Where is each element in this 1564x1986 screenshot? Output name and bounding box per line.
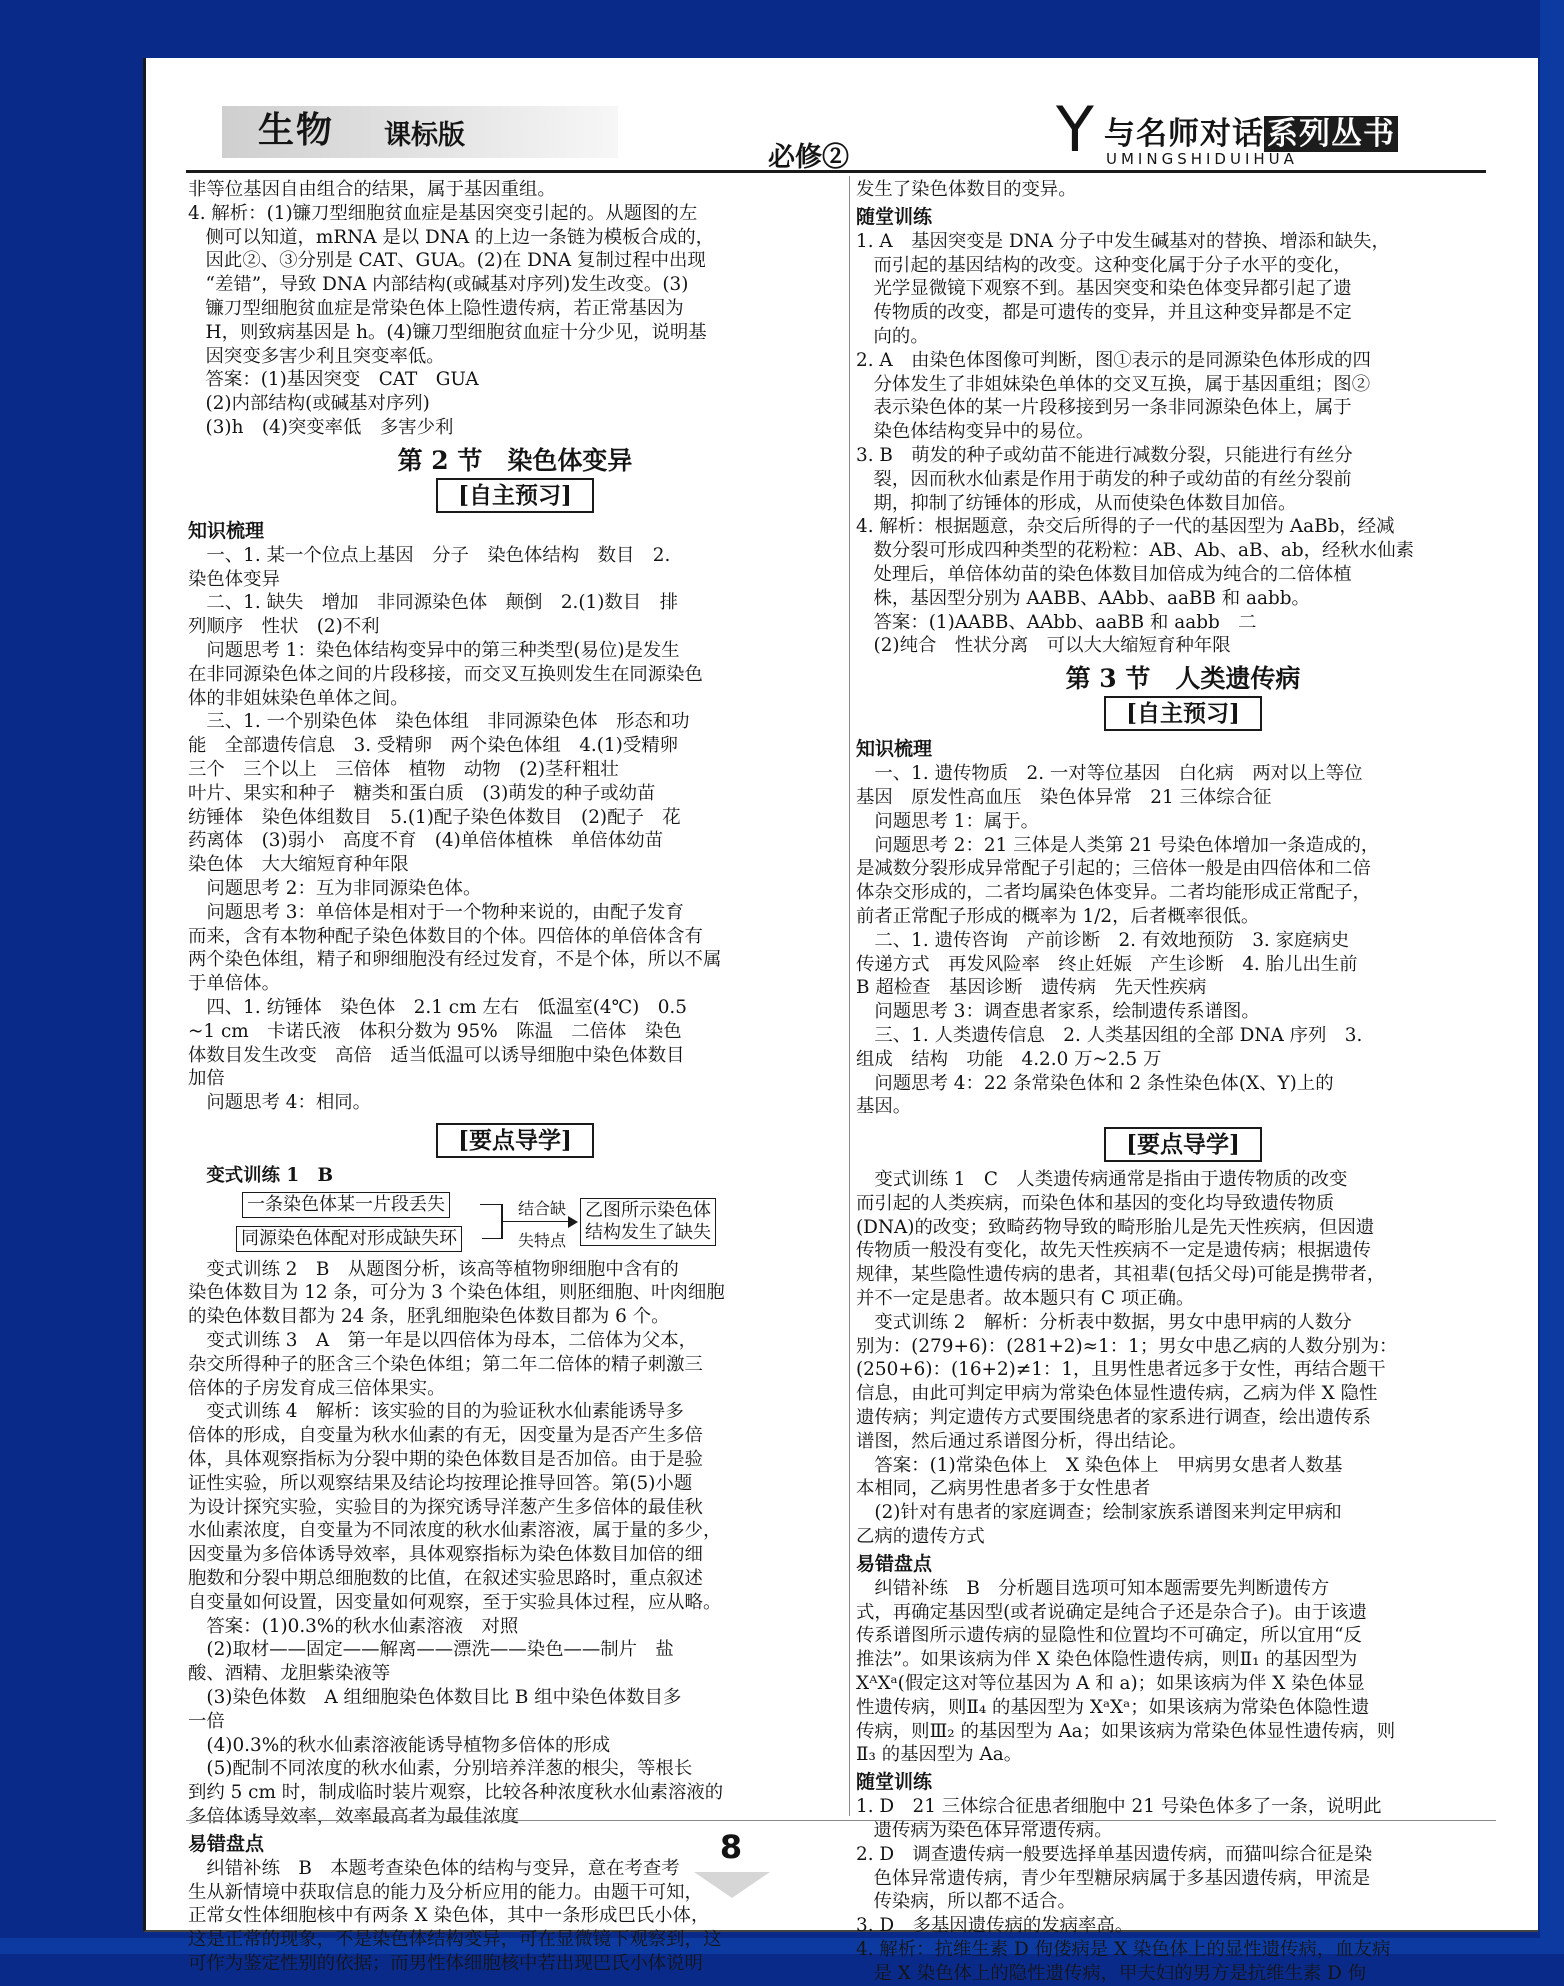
text-line: 可作为鉴定性别的依据；而男性体细胞核中若出现巴氏小体说明 xyxy=(188,1953,703,1974)
practice-heading-2: 随堂训练 xyxy=(856,1771,933,1794)
text-line: (2)取材——固定——解离——漂洗——染色——制片 盐 xyxy=(188,1639,674,1661)
text-line: 问题思考 3：调查患者家系，绘制遗传系谱图。 xyxy=(856,1001,1260,1023)
deletion-diagram xyxy=(188,1190,842,1254)
text-line: 而来，含有本物种配子染色体数目的个体。四倍体的单倍体含有 xyxy=(188,925,703,947)
text-line: 一、1. 遗传物质 2. 一对等位基因 白化病 两对以上等位 xyxy=(856,763,1363,785)
text-line: 多倍体诱导效率，效率最高者为最佳浓度 xyxy=(188,1806,520,1828)
errors-heading: 易错盘点 xyxy=(856,1552,933,1575)
text-line: 答案：(1)基因突变 CAT GUA xyxy=(188,369,479,391)
text-line: 倍体的形成，自变量为秋水仙素的有无，因变量为是否产生多倍 xyxy=(188,1425,703,1447)
text-line: 镰刀型细胞贫血症是常染色体上隐性遗传病，若正常基因为 xyxy=(188,297,684,319)
text-line: 裂，因而秋水仙素是作用于萌发的种子或幼苗的有丝分裂前 xyxy=(856,468,1352,490)
diagram-label-bottom: 失特点 xyxy=(518,1230,567,1250)
preview-label: [自主预习] xyxy=(436,478,594,513)
text-line: 而引起的人类疾病，而染色体和基因的变化均导致遗传物质 xyxy=(856,1192,1335,1214)
practice-heading: 随堂训练 xyxy=(856,205,933,228)
text-line: 问题思考 2：互为非同源染色体。 xyxy=(188,877,482,899)
text-line: 二、1. 遗传咨询 产前诊断 2. 有效地预防 3. 家庭病史 xyxy=(856,929,1350,951)
text-line: 乙病的遗传方式 xyxy=(856,1526,985,1548)
guide-label: [要点导学] xyxy=(1104,1127,1262,1162)
text-line: 传物质一般没有变化，故先天性疾病不一定是遗传病；根据遗传 xyxy=(856,1240,1371,1262)
text-line: 在非同源染色体之间的片段移接，而交叉互换则发生在同源染色 xyxy=(188,663,703,685)
preview-label: [自主预习] xyxy=(1104,696,1262,731)
text-line: 本相同，乙病男性患者多于女性患者 xyxy=(856,1478,1151,1500)
right-block-4 xyxy=(856,1168,1510,1549)
text-line: 基因 原发性高血压 染色体异常 21 三体综合征 xyxy=(856,786,1272,808)
text-line: 一倍 xyxy=(188,1710,225,1732)
text-line: 问题思考 1：染色体结构变异中的第三种类型(易位)是发生 xyxy=(188,639,680,661)
text-line: 染色体 大大缩短育种年限 xyxy=(188,854,409,876)
diagram-arrow-line xyxy=(502,1221,576,1223)
text-line: 染色体变异 xyxy=(188,568,280,590)
scan-edge-right xyxy=(1540,0,1564,1954)
text-line: 问题思考 2：21 三体是人类第 21 号染色体增加一条造成的， xyxy=(856,834,1380,856)
text-line: 遗传病；判定遗传方式要围绕患者的家系进行调查，绘出遗传系 xyxy=(856,1407,1371,1429)
text-line: 因突变多害少利且突变率低。 xyxy=(188,345,445,367)
text-line: 加倍 xyxy=(188,1068,225,1090)
text-line: 问题思考 4：相同。 xyxy=(188,1092,372,1114)
text-line: 答案：(1)AABB、AAbb、aaBB 和 aabb 二 xyxy=(856,611,1257,633)
text-line: 体，具体观察指标为分裂中期的染色体数目是否加倍。由于是验 xyxy=(188,1449,703,1471)
text-line: (4)0.3%的秋水仙素溶液能诱导植物多倍体的形成 xyxy=(188,1734,611,1756)
left-block-2 xyxy=(188,544,842,1115)
left-block-3 xyxy=(188,1258,842,1829)
text-line: 侧可以知道，mRNA 是以 DNA 的上边一条链为模板合成的， xyxy=(188,226,715,248)
text-line: 两个染色体组，精子和卵细胞没有经过发育，不是个体，所以不属 xyxy=(188,949,722,971)
diagram-box-bottom: 同源染色体配对形成缺失环 xyxy=(236,1226,462,1252)
diagram-result-line-1: 乙图所示染色体 xyxy=(585,1199,711,1221)
text-line: 2. A 由染色体图像可判断，图①表示的是同源染色体形成的四 xyxy=(856,349,1371,371)
text-line: 的染色体数目都为 24 条，胚乳细胞染色体数目都为 6 个。 xyxy=(188,1306,670,1328)
text-line: 正常女性体细胞核中有两条 X 染色体，其中一条形成巴氏小体， xyxy=(188,1905,710,1927)
guide-label: [要点导学] xyxy=(436,1123,594,1158)
diagram-connector-bottom xyxy=(482,1238,502,1240)
text-line: 传染病，所以都不适合。 xyxy=(856,1891,1076,1913)
text-line: 三、1. 一个别染色体 染色体组 非同源染色体 形态和功 xyxy=(188,711,690,733)
text-line: 传递方式 再发风险率 终止妊娠 产生诊断 4. 胎儿出生前 xyxy=(856,953,1358,975)
text-line: 前者正常配子形成的概率为 1/2，后者概率很低。 xyxy=(856,905,1260,927)
right-block-6 xyxy=(856,1795,1510,1985)
series-logo-title xyxy=(1104,108,1398,153)
text-line: (2)针对有患者的家庭调查；绘制家族系谱图来判定甲病和 xyxy=(856,1502,1342,1524)
text-line: 到约 5 cm 时，制成临时装片观察，比较各种浓度秋水仙素溶液的 xyxy=(188,1782,724,1804)
right-block-2 xyxy=(856,230,1510,658)
text-line: 因此②、③分别是 CAT、GUA。(2)在 DNA 复制过程中出现 xyxy=(188,250,706,272)
diagram-box-top: 一条染色体某一片段丢失 xyxy=(242,1192,450,1218)
text-line: 变式训练 1 C 人类遗传病通常是指由于遗传物质的改变 xyxy=(856,1169,1348,1191)
text-line: 于单倍体。 xyxy=(188,973,280,995)
text-line: 体数目发生改变 高倍 适当低温可以诱导细胞中染色体数目 xyxy=(188,1044,685,1066)
text-line: 性遗传病，则Ⅱ₄ 的基因型为 XᵃXᵃ；如果该病为常染色体隐性遗 xyxy=(856,1696,1370,1718)
text-line: 组成 结构 功能 4.2.0 万~2.5 万 xyxy=(856,1048,1162,1070)
diagram-arrow-head xyxy=(568,1216,578,1228)
text-line: 信息，由此可判定甲病为常染色体显性遗传病，乙病为伴 X 隐性 xyxy=(856,1383,1378,1405)
footer-rule xyxy=(186,1820,1496,1821)
text-line: H，则致病基因是 h。(4)镰刀型细胞贫血症十分少见，说明基 xyxy=(188,321,707,343)
text-line: 水仙素浓度，自变量为不同浓度的秋水仙素溶液，属于量的多少， xyxy=(188,1520,722,1542)
diagram-label-top: 结合缺 xyxy=(518,1198,567,1218)
text-line: (DNA)的改变；致畸药物导致的畸形胎儿是先天性疾病，但因遗 xyxy=(856,1216,1375,1238)
text-line: 答案：(1)常染色体上 X 染色体上 甲病男女患者人数基 xyxy=(856,1454,1343,1476)
text-line: 数分裂可形成四种类型的花粉粒：AB、Ab、aB、ab，经秋水仙素 xyxy=(856,540,1414,562)
text-line: 变式训练 3 A 第一年是以四倍体为母本，二倍体为父本， xyxy=(188,1330,697,1352)
text-line: 二、1. 缺失 增加 非同源染色体 颠倒 2.(1)数目 排 xyxy=(188,592,678,614)
text-line: 能 全部遗传信息 3. 受精卵 两个染色体组 4.(1)受精卵 xyxy=(188,735,678,757)
text-line: 染色体结构变异中的易位。 xyxy=(856,421,1095,443)
series-tag: 系列丛书 xyxy=(1264,116,1398,152)
header-book-title: 必修② xyxy=(768,142,849,173)
text-line: 处理后，单倍体幼苗的染色体数目加倍成为纯合的二倍体植 xyxy=(856,563,1352,585)
text-line: (250+6)：(16+2)≠1：1，且男性患者远多于女性，再结合题干 xyxy=(856,1359,1386,1381)
series-logo-pinyin: UMINGSHIDUIHUA xyxy=(1106,150,1298,168)
text-line: 因变量为多倍体诱导效率，具体观察指标为染色体数目加倍的细 xyxy=(188,1544,703,1566)
text-line: 三、1. 人类遗传信息 2. 人类基因组的全部 DNA 序列 3. xyxy=(856,1024,1363,1046)
text-line: 酸、酒精、龙胆紫染液等 xyxy=(188,1663,391,1685)
text-line: (5)配制不同浓度的秋水仙素，分别培养洋葱的根尖，等根长 xyxy=(188,1758,693,1780)
page-number: 8 xyxy=(719,1828,743,1866)
text-line: 3. D 多基因遗传病的发病率高。 xyxy=(856,1915,1134,1937)
text-line: 三个 三个以上 三倍体 植物 动物 (2)茎秆粗壮 xyxy=(188,758,619,780)
text-line: 杂交所得种子的胚含三个染色体组；第二年二倍体的精子刺激三 xyxy=(188,1353,703,1375)
text-line: 染色体数目为 12 条，可分为 3 个染色体组，则胚细胞、叶肉细胞 xyxy=(188,1282,725,1304)
text-line: 生从新情境中获取信息的能力及分析应用的能力。由题干可知， xyxy=(188,1881,703,1903)
text-line: 3. B 萌发的种子或幼苗不能进行减数分裂，只能进行有丝分 xyxy=(856,444,1353,466)
text-line: 体杂交形成的，二者均属染色体变异。二者均能形成正常配子， xyxy=(856,882,1371,904)
text-line: 传系谱图所示遗传病的显隐性和位置均不可确定，所以宜用“反 xyxy=(856,1625,1362,1647)
text-line: 色体异常遗传病，青少年型糖尿病属于多基因遗传病，甲流是 xyxy=(856,1867,1371,1889)
text-line: 别为：(279+6)：(281+2)≈1：1；男女中患乙病的人数分别为： xyxy=(856,1335,1398,1357)
text-line: 光学显微镜下观察不到。基因突变和染色体变异都引起了遗 xyxy=(856,278,1352,300)
text-line: 一、1. 某一个位点上基因 分子 染色体结构 数目 2. xyxy=(188,544,671,566)
text-line: 纺锤体 染色体组数目 5.(1)配子染色体数目 (2)配子 花 xyxy=(188,806,681,828)
text-line: 问题思考 4：22 条常染色体和 2 条性染色体(X、Y)上的 xyxy=(856,1072,1334,1094)
right-block-5 xyxy=(856,1577,1510,1767)
text-line: 2. D 调查遗传病一般要选择单基因遗传病，而猫叫综合征是染 xyxy=(856,1843,1373,1865)
text-line: 变式训练 4 解析：该实验的目的为验证秋水仙素能诱导多 xyxy=(188,1401,684,1423)
knowledge-heading: 知识梳理 xyxy=(188,519,265,542)
section-3-guide-heading xyxy=(856,1127,1510,1162)
text-line: 表示染色体的某一片段移接到另一条非同源染色体上，属于 xyxy=(856,397,1352,419)
left-block-1 xyxy=(188,178,842,440)
text-line: 这是正常的现象，不是染色体结构变异，可在显微镜下观察到，这 xyxy=(188,1929,722,1951)
text-line: 变式训练 2 B 从题图分析，该高等植物卵细胞中含有的 xyxy=(188,1258,679,1280)
text-line: 规律，某些隐性遗传病的患者，其祖辈(包括父母)可能是携带者， xyxy=(856,1264,1386,1286)
text-line: ~1 cm 卡诺氏液 体积分数为 95% 陈温 二倍体 染色 xyxy=(188,1020,682,1042)
variant-1-answer: 变式训练 1 B xyxy=(188,1164,334,1186)
text-line: XᴬXᵃ(假定这对等位基因为 A 和 a)；如果该病为伴 X 染色体显 xyxy=(856,1673,1365,1695)
text-line: 推法”。如果该病为伴 X 染色体隐性遗传病，则Ⅱ₁ 的基因型为 xyxy=(856,1649,1358,1671)
text-line: 1. A 基因突变是 DNA 分子中发生碱基对的替换、增添和缺失， xyxy=(856,230,1390,252)
header-subject: 生物 xyxy=(258,109,335,151)
text-line: “差错”，导致 DNA 内部结构(或碱基对序列)发生改变。(3) xyxy=(188,274,689,296)
left-column xyxy=(188,178,842,1976)
text-line: 遗传病为染色体异常遗传病。 xyxy=(856,1820,1113,1842)
text-line: 发生了染色体数目的变异。 xyxy=(856,179,1077,200)
section-2-preview-heading xyxy=(188,478,842,513)
text-line: 是 X 染色体上的隐性遗传病，甲夫妇的男方是抗维生素 D 佝 xyxy=(856,1962,1367,1984)
text-line: 谱图，然后通过系谱图分析，得出结论。 xyxy=(856,1430,1188,1452)
text-line: 体的非姐妹染色单体之间。 xyxy=(188,687,409,709)
document-page xyxy=(143,58,1538,1984)
text-line: 1. D 21 三体综合征患者细胞中 21 号染色体多了一条，说明此 xyxy=(856,1796,1382,1818)
text-line: 分体发生了非姐妹染色单体的交叉互换，属于基因重组；图② xyxy=(856,373,1371,395)
text-line: 问题思考 3：单倍体是相对于一个物种来说的，由配子发育 xyxy=(188,901,684,923)
text-line: 变式训练 2 解析：分析表中数据，男女中患甲病的人数分 xyxy=(856,1311,1352,1333)
text-line: 传物质的改变，都是可遗传的变异，并且这种变异都是不定 xyxy=(856,302,1352,324)
text-line: 式，再确定基因型(或者说确定是纯合子还是杂合子)。由于该遗 xyxy=(856,1601,1367,1623)
footer-arrow-ornament xyxy=(694,1872,770,1898)
text-line: 传病，则Ⅲ₂ 的基因型为 Aa；如果该病为常染色体显性遗传病，则 xyxy=(856,1720,1396,1742)
right-block-3 xyxy=(856,762,1510,1119)
text-line: 期，抑制了纺锤体的形成，从而使染色体数目加倍。 xyxy=(856,492,1297,514)
text-line: 证性实验，所以观察结果及结论均按理论推导回答。第(5)小题 xyxy=(188,1472,693,1494)
text-line: 为设计探究实验，实验目的为探究诱导洋葱产生多倍体的最佳秋 xyxy=(188,1496,703,1518)
text-line: Ⅱ₃ 的基因型为 Aa。 xyxy=(856,1744,1023,1766)
text-line: 非等位基因自由组合的结果，属于基因重组。 xyxy=(188,179,556,200)
series-logo-letter: Y xyxy=(1056,93,1094,166)
text-line: 4. 解析：抗维生素 D 佝偻病是 X 染色体上的显性遗传病，血友病 xyxy=(856,1939,1391,1960)
text-line: 四、1. 纺锤体 染色体 2.1 cm 左右 低温室(4℃) 0.5 xyxy=(188,996,687,1018)
series-name: 与名师对话 xyxy=(1104,116,1264,152)
diagram-result-line-2: 结构发生了缺失 xyxy=(585,1221,711,1243)
knowledge-heading: 知识梳理 xyxy=(856,738,933,761)
text-line: 并不一定是患者。故本题只有 C 项正确。 xyxy=(856,1288,1195,1310)
text-line: 自变量如何设置，因变量如何观察，至于实验具体过程，应从略。 xyxy=(188,1591,722,1613)
text-line: 纠错补练 B 分析题目选项可知本题需要先判断遗传方 xyxy=(856,1577,1330,1599)
text-line: 答案：(1)0.3%的秋水仙素溶液 对照 xyxy=(188,1615,519,1637)
text-line: (2)内部结构(或碱基对序列) xyxy=(188,393,430,415)
text-line: 基因。 xyxy=(856,1096,912,1118)
right-column xyxy=(856,178,1510,1986)
text-line: 纠错补练 B 本题考查染色体的结构与变异，意在考查考 xyxy=(188,1857,680,1879)
text-line: 而引起的基因结构的改变。这种变化属于分子水平的变化， xyxy=(856,254,1352,276)
text-line: (3)h (4)突变率低 多害少利 xyxy=(188,416,454,438)
text-line: 问题思考 1：属于。 xyxy=(856,810,1040,832)
text-line: 株，基因型分别为 AABB、AAbb、aaBB 和 aabb。 xyxy=(856,587,1310,609)
text-line: 向的。 xyxy=(856,325,929,347)
errors-heading: 易错盘点 xyxy=(188,1832,265,1855)
header-rule xyxy=(186,170,1486,173)
text-line: 胞数和分裂中期总细胞数的比值，在叙述实验思路时，重点叙述 xyxy=(188,1568,703,1590)
section-3-title: 第 3 节 人类遗传病 xyxy=(1065,664,1301,694)
column-separator xyxy=(849,176,850,1816)
right-block-1 xyxy=(856,178,1510,202)
diagram-connector-top xyxy=(480,1204,502,1206)
text-line: 药离体 (3)弱小 高度不育 (4)单倍体植株 单倍体幼苗 xyxy=(188,830,664,852)
text-line: 叶片、果实和种子 糖类和蛋白质 (3)萌发的种子或幼苗 xyxy=(188,782,656,804)
header-edition: 课标版 xyxy=(384,120,465,151)
section-3-preview-heading xyxy=(856,696,1510,731)
text-line: 4. 解析：(1)镰刀型细胞贫血症是基因突变引起的。从题图的左 xyxy=(188,202,698,224)
text-line: (3)染色体数 A 组细胞染色体数目比 B 组中染色体数目多 xyxy=(188,1687,682,1709)
diagram-result-box xyxy=(580,1198,716,1246)
text-line: 4. 解析：根据题意，杂交后所得的子一代的基因型为 AaBb，经减 xyxy=(856,516,1395,538)
section-2-guide-heading xyxy=(188,1123,842,1158)
text-line: B 超检查 基因诊断 遗传病 先天性疾病 xyxy=(856,977,1207,999)
text-line: 倍体的子房发育成三倍体果实。 xyxy=(188,1377,446,1399)
section-2-title: 第 2 节 染色体变异 xyxy=(397,445,633,475)
text-line: (2)纯合 性状分离 可以大大缩短育种年限 xyxy=(856,635,1231,657)
text-line: 列顺序 性状 (2)不利 xyxy=(188,616,380,638)
text-line: 是减数分裂形成异常配子引起的；三倍体一般是由四倍体和二倍 xyxy=(856,858,1371,880)
